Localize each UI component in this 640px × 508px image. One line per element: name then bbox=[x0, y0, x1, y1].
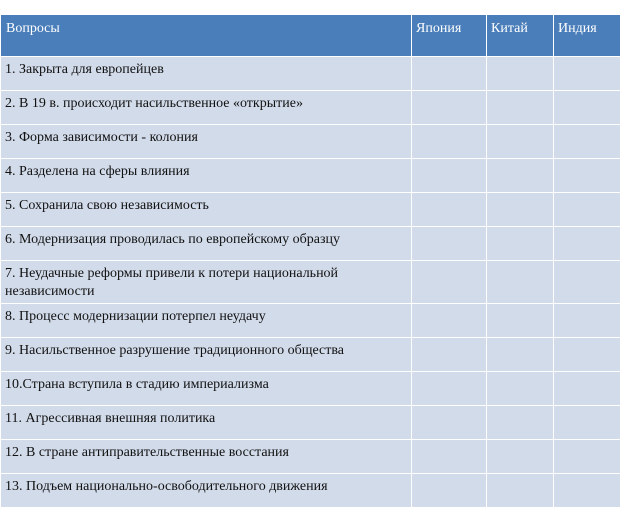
table-row bbox=[1, 338, 621, 372]
japan-answer-cell[interactable] bbox=[412, 338, 487, 372]
table-row bbox=[1, 91, 621, 125]
india-answer-cell[interactable] bbox=[554, 372, 621, 406]
india-answer-cell[interactable] bbox=[554, 474, 621, 508]
china-answer-cell[interactable] bbox=[487, 474, 554, 508]
india-answer-cell[interactable] bbox=[554, 159, 621, 193]
question-cell: 10.Страна вступила в стадию империализма bbox=[1, 372, 412, 406]
question-cell: 11. Агрессивная внешняя политика bbox=[1, 406, 412, 440]
japan-answer-cell[interactable] bbox=[412, 57, 487, 91]
india-answer-cell[interactable] bbox=[554, 304, 621, 338]
japan-answer-cell[interactable] bbox=[412, 193, 487, 227]
table-row bbox=[1, 372, 621, 406]
china-answer-cell[interactable] bbox=[487, 125, 554, 159]
china-answer-cell[interactable] bbox=[487, 338, 554, 372]
table-row bbox=[1, 57, 621, 91]
china-answer-cell[interactable] bbox=[487, 440, 554, 474]
question-cell: 1. Закрыта для европейцев bbox=[1, 57, 412, 91]
question-cell: 2. В 19 в. происходит насильственное «открытие» bbox=[1, 91, 412, 125]
header-row bbox=[1, 15, 621, 57]
header-india: Индия bbox=[554, 15, 621, 57]
india-answer-cell[interactable] bbox=[554, 227, 621, 261]
india-answer-cell[interactable] bbox=[554, 440, 621, 474]
china-answer-cell[interactable] bbox=[487, 57, 554, 91]
india-answer-cell[interactable] bbox=[554, 57, 621, 91]
india-answer-cell[interactable] bbox=[554, 406, 621, 440]
china-answer-cell[interactable] bbox=[487, 261, 554, 304]
india-answer-cell[interactable] bbox=[554, 338, 621, 372]
question-cell: 4. Разделена на сферы влияния bbox=[1, 159, 412, 193]
china-answer-cell[interactable] bbox=[487, 304, 554, 338]
japan-answer-cell[interactable] bbox=[412, 159, 487, 193]
japan-answer-cell[interactable] bbox=[412, 261, 487, 304]
header-questions: Вопросы bbox=[1, 15, 412, 57]
table-row bbox=[1, 227, 621, 261]
question-cell: 12. В стране антиправительственные восстания bbox=[1, 440, 412, 474]
comparison-table bbox=[0, 14, 621, 508]
china-answer-cell[interactable] bbox=[487, 372, 554, 406]
india-answer-cell[interactable] bbox=[554, 261, 621, 304]
question-cell: 3. Форма зависимости - колония bbox=[1, 125, 412, 159]
japan-answer-cell[interactable] bbox=[412, 406, 487, 440]
table-row bbox=[1, 406, 621, 440]
header-china: Китай bbox=[487, 15, 554, 57]
china-answer-cell[interactable] bbox=[487, 91, 554, 125]
table-row bbox=[1, 125, 621, 159]
india-answer-cell[interactable] bbox=[554, 125, 621, 159]
table-row bbox=[1, 440, 621, 474]
question-cell: 9. Насильственное разрушение традиционного общества bbox=[1, 338, 412, 372]
table-row bbox=[1, 261, 621, 304]
table-row bbox=[1, 474, 621, 508]
japan-answer-cell[interactable] bbox=[412, 227, 487, 261]
japan-answer-cell[interactable] bbox=[412, 440, 487, 474]
header-japan: Япония bbox=[412, 15, 487, 57]
japan-answer-cell[interactable] bbox=[412, 304, 487, 338]
question-cell: 13. Подъем национально-освободительного движения bbox=[1, 474, 412, 508]
question-cell: 6. Модернизация проводилась по европейскому образцу bbox=[1, 227, 412, 261]
japan-answer-cell[interactable] bbox=[412, 474, 487, 508]
china-answer-cell[interactable] bbox=[487, 227, 554, 261]
china-answer-cell[interactable] bbox=[487, 193, 554, 227]
india-answer-cell[interactable] bbox=[554, 91, 621, 125]
japan-answer-cell[interactable] bbox=[412, 372, 487, 406]
table-row bbox=[1, 193, 621, 227]
china-answer-cell[interactable] bbox=[487, 159, 554, 193]
japan-answer-cell[interactable] bbox=[412, 91, 487, 125]
question-cell: 8. Процесс модернизации потерпел неудачу bbox=[1, 304, 412, 338]
japan-answer-cell[interactable] bbox=[412, 125, 487, 159]
table-row bbox=[1, 159, 621, 193]
china-answer-cell[interactable] bbox=[487, 406, 554, 440]
question-cell: 5. Сохранила свою независимость bbox=[1, 193, 412, 227]
india-answer-cell[interactable] bbox=[554, 193, 621, 227]
table-row bbox=[1, 304, 621, 338]
question-cell: 7. Неудачные реформы привели к потери национальной независимости bbox=[1, 261, 412, 304]
